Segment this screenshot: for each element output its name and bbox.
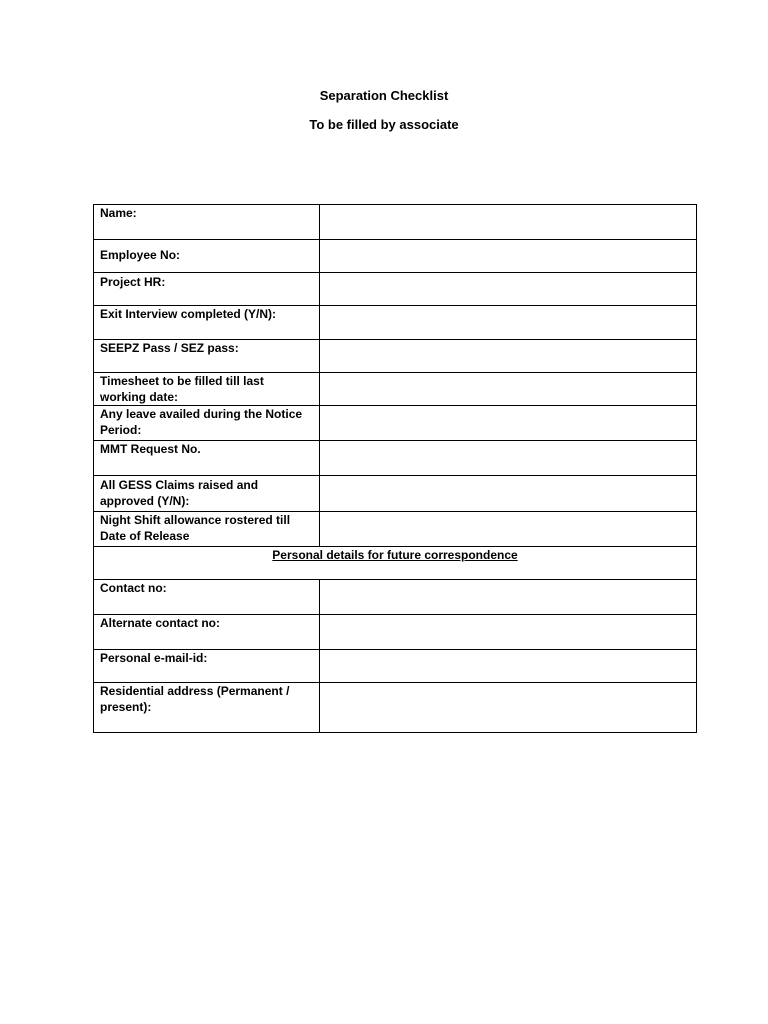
name-label: Name: <box>94 205 320 240</box>
table-row <box>94 306 697 340</box>
residential-address-label: Residential address (Permanent / present): <box>94 683 320 733</box>
table-row <box>94 373 697 406</box>
table-row <box>94 580 697 615</box>
table-row <box>94 340 697 373</box>
project-hr-field[interactable] <box>320 273 697 306</box>
mmt-request-label: MMT Request No. <box>94 441 320 476</box>
table-row <box>94 512 697 547</box>
employee-no-label: Employee No: <box>94 240 320 273</box>
alternate-contact-field[interactable] <box>320 615 697 650</box>
gess-claims-label: All GESS Claims raised and approved (Y/N): <box>94 476 320 512</box>
table-row <box>94 273 697 306</box>
personal-email-label: Personal e-mail-id: <box>94 650 320 683</box>
table-row <box>94 683 697 733</box>
seepz-pass-label: SEEPZ Pass / SEZ pass: <box>94 340 320 373</box>
table-row <box>94 476 697 512</box>
table-row <box>94 441 697 476</box>
timesheet-field[interactable] <box>320 373 697 406</box>
project-hr-label: Project HR: <box>94 273 320 306</box>
table-row <box>94 615 697 650</box>
notice-leave-label: Any leave availed during the Notice Period: <box>94 406 320 441</box>
document-subtitle: To be filled by associate <box>309 117 459 132</box>
table-row <box>94 240 697 273</box>
gess-claims-field[interactable] <box>320 476 697 512</box>
residential-address-field[interactable] <box>320 683 697 733</box>
name-field[interactable] <box>320 205 697 240</box>
contact-no-label: Contact no: <box>94 580 320 615</box>
section-row <box>94 547 697 580</box>
alternate-contact-label: Alternate contact no: <box>94 615 320 650</box>
notice-leave-field[interactable] <box>320 406 697 441</box>
mmt-request-field[interactable] <box>320 441 697 476</box>
timesheet-label: Timesheet to be filled till last working date: <box>94 373 320 406</box>
night-shift-field[interactable] <box>320 512 697 547</box>
seepz-pass-field[interactable] <box>320 340 697 373</box>
personal-details-heading: Personal details for future correspondence <box>94 547 697 580</box>
night-shift-label: Night Shift allowance rostered till Date of Release <box>94 512 320 547</box>
table-row <box>94 406 697 441</box>
employee-no-field[interactable] <box>320 240 697 273</box>
separation-checklist-table <box>93 204 697 733</box>
personal-email-field[interactable] <box>320 650 697 683</box>
exit-interview-label: Exit Interview completed (Y/N): <box>94 306 320 340</box>
exit-interview-field[interactable] <box>320 306 697 340</box>
table-row <box>94 205 697 240</box>
table-row <box>94 650 697 683</box>
document-title: Separation Checklist <box>319 88 449 103</box>
contact-no-field[interactable] <box>320 580 697 615</box>
